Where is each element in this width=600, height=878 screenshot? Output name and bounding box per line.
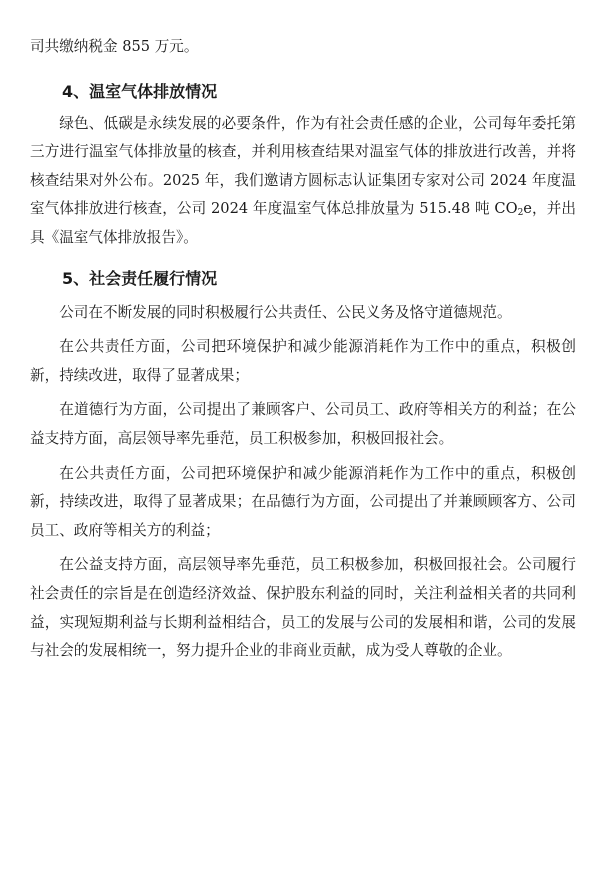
section-4-paragraph bbox=[30, 110, 576, 253]
document-page bbox=[30, 0, 576, 666]
section-4-heading: 4、温室气体排放情况 bbox=[62, 81, 218, 101]
co2-subscript: 2 bbox=[517, 208, 524, 219]
section-4-text-a: 绿色、低碳是永续发展的必要条件，作为有社会责任感的企业，公司每年委托第三方进行温室气体排放量的核查，并利用核查结果对温室气体的排放进行改善，并将核查结果对外公布。2025 年，我们邀请方圆标志认证集团专家对公司 2024 年度温室气体排放进行核查，公司 2024 年度温室气体总排放量为 515.48 吨 CO bbox=[30, 114, 576, 218]
section-5-paragraph-4: 在公共责任方面，公司把环境保护和减少能源消耗作为工作中的重点，积极创新，持续改进，取得了显著成果；在品德行为方面，公司提出了并兼顾顾客方、公司员工、政府等相关方的利益； bbox=[30, 464, 576, 539]
section-5-paragraph-1: 公司在不断发展的同时积极履行公共责任、公民义务及恪守道德规范。 bbox=[59, 303, 512, 321]
carryover-line: 司共缴纳税金 855 万元。 bbox=[30, 38, 199, 55]
section-5-paragraph-3: 在道德行为方面，公司提出了兼顾客户、公司员工、政府等相关方的利益；在公益支持方面，高层领导率先垂范，员工积极参加，积极回报社会。 bbox=[30, 401, 576, 447]
section-5-paragraph-2: 在公共责任方面，公司把环境保护和减少能源消耗作为工作中的重点，积极创新，持续改进，取得了显著成果； bbox=[30, 338, 576, 384]
section-4-text-b: e，并出具《温室气体排放报告》。 bbox=[30, 200, 577, 246]
section-5-heading: 5、社会责任履行情况 bbox=[62, 268, 218, 288]
section-5-paragraph-5: 在公益支持方面，高层领导率先垂范，员工积极参加，积极回报社会。公司履行社会责任的宗旨是在创造经济效益、保护股东利益的同时，关注利益相关者的共同利益，实现短期利益与长期利益相结合，员工的发展与公司的发展相和谐，公司的发展与社会的发展相统一，努力提升企业的非商业贡献，成为受人尊敬的企业。 bbox=[30, 556, 576, 660]
